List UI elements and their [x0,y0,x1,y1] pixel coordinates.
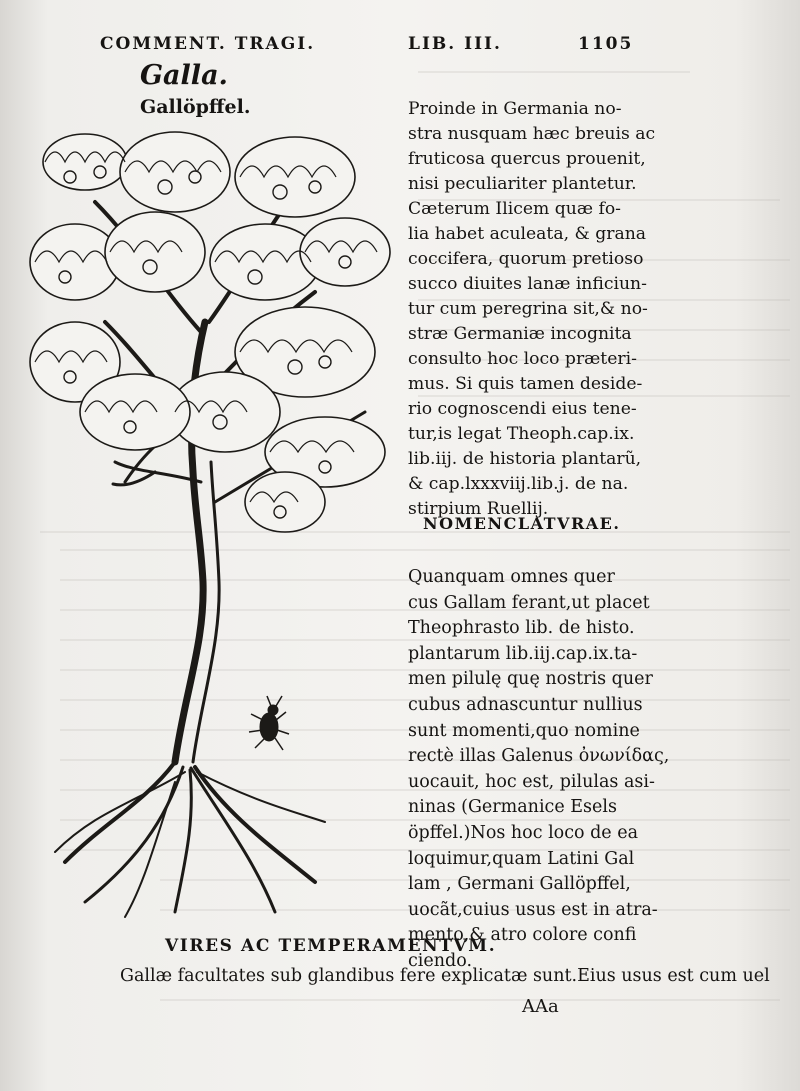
text-line: Theophrasto lib. de histo. [408,618,635,639]
text-line: cubus adnascuntur nullius [408,694,643,715]
text-line: cus Gallam ferant,ut placet [408,592,650,613]
text-line: fruticosa quercus prouenit, [408,149,646,169]
text-line: tur,is legat Theoph.cap.ix. [408,424,635,444]
text-column-lower [408,565,668,975]
running-title: COMMENT. TRAGI. [100,34,316,54]
text-line: lam , Germani Gallöpffel, [408,874,631,895]
text-line: mento,& atro colore confi [408,925,637,946]
text-line: lib.iij. de historia plantarũ, [408,449,642,469]
text-line: sunt momenti,quo nomine [408,720,640,741]
text-column-upper [408,97,668,522]
text-line: Proinde in Germania no- [408,99,622,119]
closing-line: Gallæ facultates sub glandibus fere explicatæ sunt.Eius usus est cum uel [120,966,770,986]
plant-name-latin: Galla. [140,60,228,91]
text-line: uocauit, hoc est, pilulas asi- [408,771,655,792]
text-line: stra nusquam hæc breuis ac [408,124,656,144]
book-number: LIB. III. [408,34,502,54]
text-line: uocãt,cuius usus est in atra- [408,899,658,920]
text-line: rio cognoscendi eius tene- [408,399,637,419]
text-line: coccifera, quorum pretioso [408,249,644,269]
text-line: ciendo. [408,950,473,971]
text-line: men pilulę quę nostris quer [408,669,653,690]
text-line: succo diuites lanæ inficiun- [408,274,647,294]
text-line: rectè illas Galenus ὀνωνίδας, [408,746,670,767]
text-line: tur cum peregrina sit,& no- [408,299,648,319]
page-number: 1105 [578,34,634,54]
vires-heading: VIRES AC TEMPERAMENTVM. [165,936,497,956]
text-line: Cæterum Ilicem quæ fo- [408,199,621,219]
text-line: Quanquam omnes quer [408,567,615,587]
nomenclature-heading: NOMENCLATVRAE. [423,514,621,533]
text-line: & cap.lxxxviij.lib.j. de na. [408,474,629,494]
text-line: loquimur,quam Latini Gal [408,848,635,869]
text-line: stirpium Ruellij. [408,499,549,519]
text-line: stræ Germaniæ incognita [408,324,632,344]
oak-gall-woodcut-illustration [25,122,395,926]
text-line: consulto hoc loco præteri- [408,349,637,369]
text-line: öpffel.)Nos hoc loco de ea [408,822,639,843]
text-line: ninas (Germanice Esels [408,797,617,818]
text-line: nisi peculiariter plantetur. [408,174,637,194]
plant-name-german: Gallöpffel. [140,96,251,118]
text-line: mus. Si quis tamen deside- [408,374,643,394]
text-line: lia habet aculeata, & grana [408,224,647,244]
text-line: plantarum lib.iij.cap.ix.ta- [408,643,638,664]
signature-mark: AAa [522,996,559,1017]
